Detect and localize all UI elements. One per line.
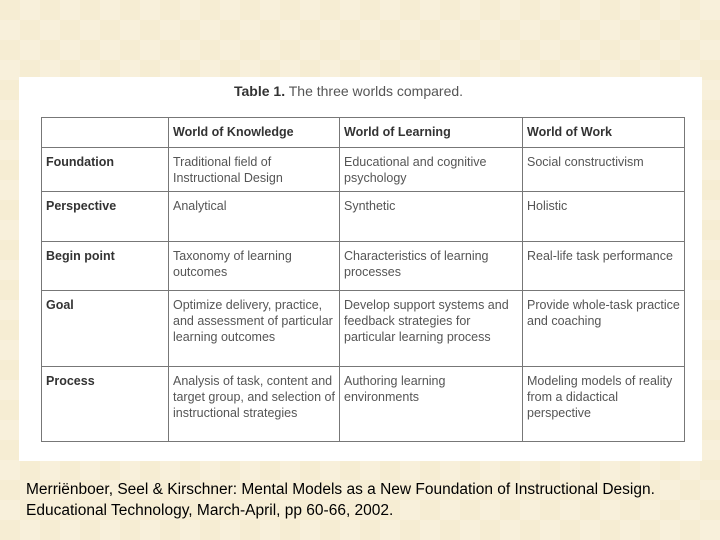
- row-label: Perspective: [42, 192, 169, 242]
- table-header-row: [42, 118, 685, 148]
- table-row: [42, 367, 685, 442]
- table-caption-number: Table 1.: [234, 83, 286, 99]
- citation-text: Merriënboer, Seel & Kirschner: Mental Models as a New Foundation of Instructional Design. Educational Technology, March-April, pp 60-66, 2002.: [26, 481, 655, 519]
- table-cell: Analysis of task, content and target group, and selection of instructional strategies: [169, 367, 340, 442]
- three-worlds-table: [41, 117, 685, 442]
- header-cell-empty: [42, 118, 169, 148]
- table-cell: Educational and cognitive psychology: [340, 148, 523, 192]
- header-cell: World of Learning: [340, 118, 523, 148]
- table-cell: Develop support systems and feedback strategies for particular learning process: [340, 291, 523, 367]
- table-row: [42, 148, 685, 192]
- table-row: [42, 242, 685, 291]
- header-cell: World of Work: [523, 118, 685, 148]
- table-cell: Optimize delivery, practice, and assessment of particular learning outcomes: [169, 291, 340, 367]
- table-cell: Holistic: [523, 192, 685, 242]
- header-cell: World of Knowledge: [169, 118, 340, 148]
- row-label: Goal: [42, 291, 169, 367]
- table-cell: Authoring learning environments: [340, 367, 523, 442]
- row-label: Process: [42, 367, 169, 442]
- scanned-table-image: [19, 77, 702, 461]
- table-cell: Modeling models of reality from a didactical perspective: [523, 367, 685, 442]
- table-row: [42, 192, 685, 242]
- table-cell: Social constructivism: [523, 148, 685, 192]
- table-caption-title: The three worlds compared.: [288, 83, 464, 99]
- table-cell: Taxonomy of learning outcomes: [169, 242, 340, 291]
- table-row: [42, 291, 685, 367]
- table-cell: Characteristics of learning processes: [340, 242, 523, 291]
- table-cell: Traditional field of Instructional Design: [169, 148, 340, 192]
- table-caption: [234, 83, 463, 99]
- row-label: Begin point: [42, 242, 169, 291]
- row-label: Foundation: [42, 148, 169, 192]
- table-cell: Synthetic: [340, 192, 523, 242]
- table-cell: Real-life task performance: [523, 242, 685, 291]
- table-cell: Analytical: [169, 192, 340, 242]
- table-cell: Provide whole-task practice and coaching: [523, 291, 685, 367]
